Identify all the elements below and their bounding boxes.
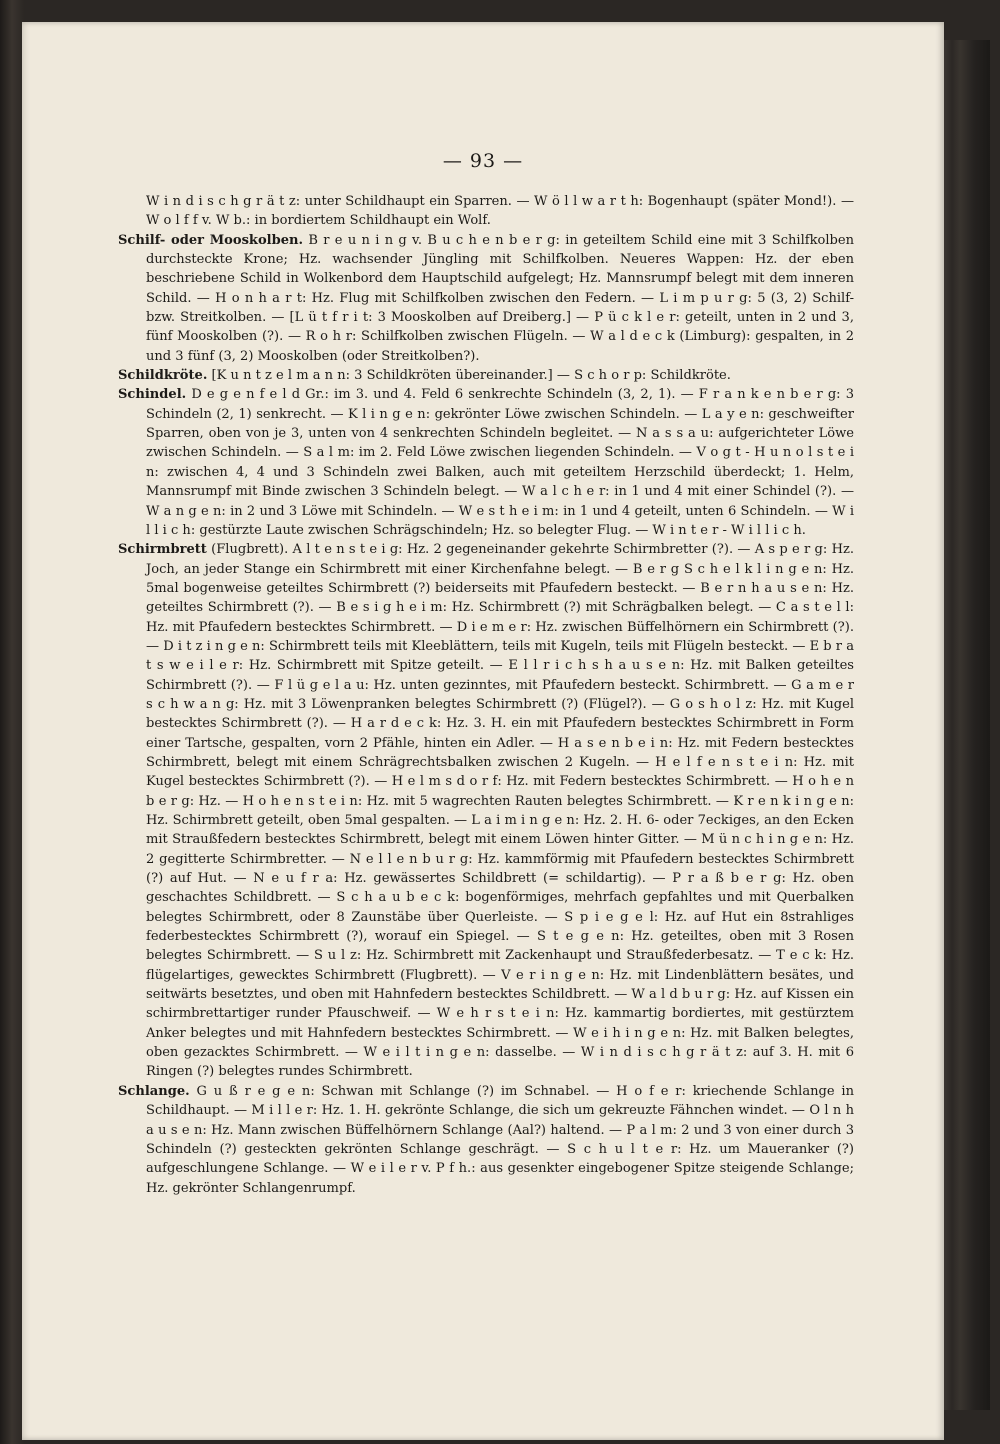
paragraph-text: D e g e n f e l d Gr.: im 3. und 4. Feld 6 senkrechte Schindeln (3, 2, 1). — F r a n k e n b e r g: 3 Schindeln (2, 1) senkrecht. — K l i n g e n: gekrönter Löwe zwischen Schindeln. — L a y e n: geschweifter Sparren, oben von je 3, unten von 4 senkrechten Schindeln begleitet. — N a s s a u: aufgerichteter Löwe zwischen Schindeln. — S a l m: im 2. Feld Löwe zwischen liegenden Schindeln. — V o g t - H u n o l s t e i n: zwischen 4, 4 und 3 Schindeln zwei Balken, auch mit geteiltem Herzschild überdeckt; 1. Helm, Mannsrumpf mit Binde zwischen 3 Schindeln belegt. — W a l c h e r: in 1 und 4 mit einer Schindel (?). — W a n g e n: in 2 und 3 Löwe mit Schindeln. — W e s t h e i m: in 1 und 4 geteilt, unten 6 Schindeln. — W i l l i c h: gestürzte Laute zwischen Schrägschindeln; Hz. so belegter Flug. — W i n t e r - W i l l i c h. (146, 387, 854, 538)
entry-heading: Schildkröte. (118, 368, 208, 384)
entry-heading: Schirmbrett (118, 542, 207, 558)
entry-heading: Schlange. (118, 1083, 190, 1099)
page-number: — 93 — (442, 150, 524, 172)
paragraph-text: B r e u n i n g v. B u c h e n b e r g: in geteiltem Schild eine mit 3 Schilfkolben durchsteckte Krone; Hz. wachsender Jüngling mit Schilfkolben. Neueres Wappen: Hz. der eben beschriebene Schild in Wolkenbord dem Hauptschild aufgelegt; Hz. Mannsrumpf belegt mit dem inneren Schild. — H o n h a r t: Hz. Flug mit Schilfkolben zwischen den Federn. — L i m p u r g: 5 (3, 2) Schilf- bzw. Streitkolben. — [L ü t f r i t: 3 Mooskolben auf Dreiberg.] — P ü c k l e r: geteilt, unten in 2 und 3, fünf Mooskolben (?). — R o h r: Schilfkolben zwischen Flügeln. — W a l d e c k (Limburg): gespalten, in 2 und 3 fünf (3, 2) Mooskolben (oder Streitkolben?). (146, 232, 854, 364)
paragraph (118, 385, 854, 540)
book-page (22, 22, 944, 1440)
entry-heading: Schindel. (118, 387, 187, 403)
paragraph (118, 192, 854, 231)
paragraph-text: W i n d i s c h g r ä t z: unter Schildhaupt ein Sparren. — W ö l l w a r t h: Bogenhaupt (später Mond!). — W o l f f v. W b.: in bordiertem Schildhaupt ein Wolf. (146, 194, 854, 229)
paragraph-text: [K u n t z e l m a n n: 3 Schildkröten übereinander.] — S c h o r p: Schildkröte. (211, 368, 731, 384)
paragraph (118, 366, 854, 385)
book-edge (944, 40, 990, 1410)
paragraph-text: G u ß r e g e n: Schwan mit Schlange (?) im Schnabel. — H o f e r: kriechende Schlange in Schildhaupt. — M i l l e r: Hz. 1. H. gekrönte Schlange, die sich um gekreuzte Fähnchen windet. — O l n h a u s e n: Hz. Mann zwischen Büffelhörnern Schlange (Aal?) haltend. — P a l m: 2 und 3 von einer durch 3 Schindeln (?) gesteckten gekrönten Schlange geschrägt. — S c h u l t e r: Hz. um Maueranker (?) aufgeschlungene Schlange. — W e i l e r v. P f h.: aus gesenkter eingebogener Spitze steigende Schlange; Hz. gekrönter Schlangenrumpf. (146, 1083, 854, 1196)
paragraph (118, 231, 854, 366)
entry-heading: Schilf- oder Mooskolben. (118, 232, 304, 248)
paragraph (118, 1082, 854, 1198)
paragraph (118, 540, 854, 1082)
paragraph-text: (Flugbrett). A l t e n s t e i g: Hz. 2 gegeneinander gekehrte Schirmbretter (?). — A s p e r g: Hz. Joch, an jeder Stange ein Schirmbrett mit einer Kirchenfahne belegt. — B e r g S c h e l k l i n g e n: Hz. 5mal bogenweise geteiltes Schirmbrett (?) beiderseits mit Pfaufedern besteckt. — B e r n h a u s e n: Hz. geteiltes Schirmbrett (?). — B e s i g h e i m: Hz. Schirmbrett (?) mit Schrägbalken belegt. — C a s t e l l: Hz. mit Pfaufedern bestecktes Schirmbrett. — D i e m e r: Hz. zwischen Büffelhörnern ein Schirmbrett (?). — D i t z i n g e n: Schirmbrett teils mit Kleeblättern, teils mit Kugeln, teils mit Flügeln besteckt. — E b r a t s w e i l e r: Hz. Schirmbrett mit Spitze geteilt. — E l l r i c h s h a u s e n: Hz. mit Balken geteiltes Schirmbrett (?). — F l ü g e l a u: Hz. unten gezinntes, mit Pfaufedern besteckt. Schirmbrett. — G a m e r s c h w a n g: Hz. mit 3 Löwenpranken belegtes Schirmbrett (?) (Flügel?). — G o s h o l z: Hz. mit Kugel bestecktes Schirmbrett (?). — H a r d e c k: Hz. 3. H. ein mit Pfaufedern bestecktes Schirmbrett in Form einer Tartsche, gespalten, vorn 2 Pfähle, hinten ein Adler. — H a s e n b e i n: Hz. mit Federn bestecktes Schirmbrett, belegt mit einem Schrägrechtsbalken zwischen 2 Kugeln. — H e l f e n s t e i n: Hz. mit Kugel bestecktes Schirmbrett (?). — H e l m s d o r f: Hz. mit Federn bestecktes Schirmbrett. — H o h e n b e r g: Hz. — H o h e n s t e i n: Hz. mit 5 wagrechten Rauten belegtes Schirmbrett. — K r e n k i n g e n: Hz. Schirmbrett geteilt, oben 5mal gespalten. — L a i m i n g e n: Hz. 2. H. 6- oder 7eckiges, an den Ecken mit Straußfedern bestecktes Schirmbrett, belegt mit einem Löwen hinter Gitter. — M ü n c h i n g e n: Hz. 2 gegitterte Schirmbretter. — N e l l e n b u r g: Hz. kammförmig mit Pfaufedern bestecktes Schirmbrett (?) auf Hut. — N e u f r a: Hz. gewässertes Schildbrett (= schildartig). — P r a ß b e r g: Hz. oben geschachtes Schildbrett. — S c h a u b e c k: bogenförmiges, mehrfach gepfahltes und mit Querbalken belegtes Schirmbrett, oder 8 Zaunstäbe über Querleiste. — S p i e g e l: Hz. auf Hut ein 8strahliges federbestecktes Schirmbrett (?), worauf ein Spiegel. — S t e g e n: Hz. geteiltes, oben mit 3 Rosen belegtes Schirmbrett. — S u l z: Hz. Schirmbrett mit Zackenhaupt und Straußfederbesatz. — T e c k: Hz. flügelartiges, gewecktes Schirmbrett (Flugbrett). — V e r i n g e n: Hz. mit Lindenblättern besätes, und seitwärts besetztes, und oben mit Hahnfedern bestecktes Schildbrett. — W a l d b u r g: Hz. auf Kissen ein schirmbrettartiger runder Pfauschweif. — W e h r s t e i n: Hz. kammartig bordiertes, mit gestürztem Anker belegtes und mit Hahnfedern bestecktes Schirmbrett. — W e i h i n g e n: Hz. mit Balken belegtes, oben gezacktes Schirmbrett. — W e i l t i n g e n: dasselbe. — W i n d i s c h g r ä t z: auf 3. H. mit 6 Ringen (?) belegtes rundes Schirmbrett. (146, 542, 854, 1080)
page-body (118, 192, 854, 1198)
